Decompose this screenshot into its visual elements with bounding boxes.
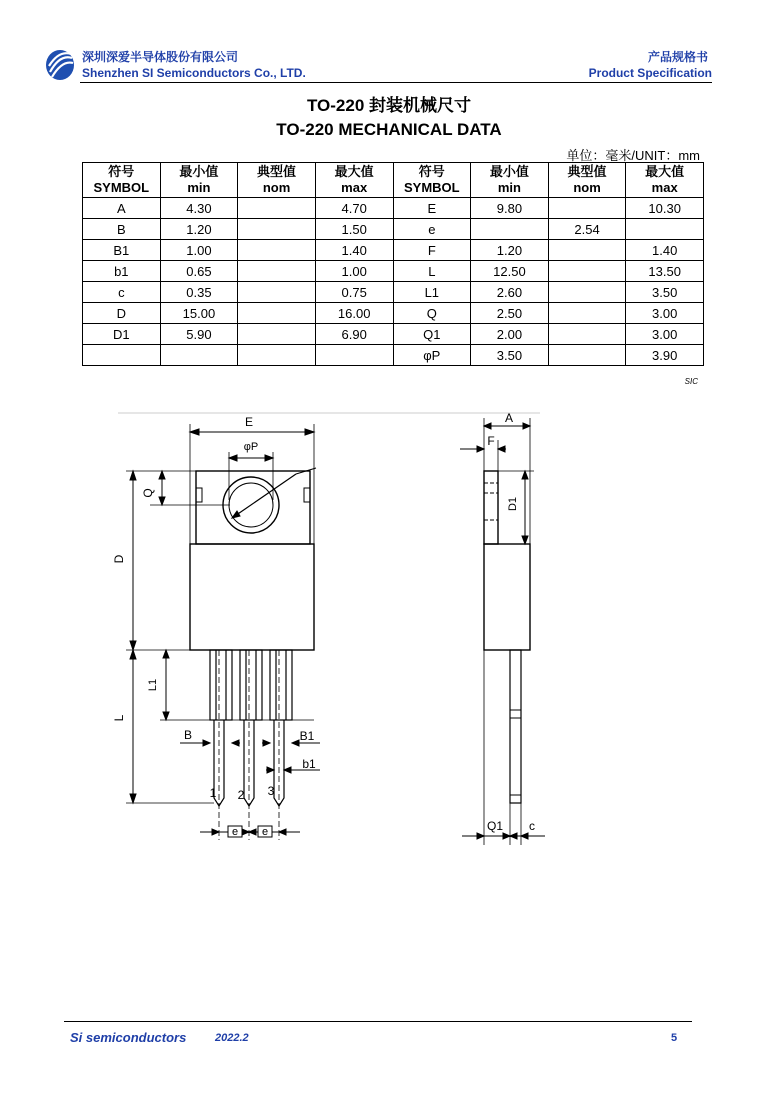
footer-page-number: 5	[671, 1032, 678, 1044]
label-b1: b1	[302, 757, 316, 771]
table-cell	[548, 198, 626, 219]
table-cell	[471, 219, 549, 240]
table-cell: 5.90	[160, 324, 238, 345]
table-cell: 1.50	[315, 219, 393, 240]
side-lead	[510, 650, 521, 803]
label-c: c	[529, 819, 535, 833]
label-A: A	[504, 411, 514, 425]
table-cell: 10.30	[626, 198, 704, 219]
table-row	[83, 303, 704, 324]
header-rule	[80, 82, 712, 83]
table-cell	[238, 219, 316, 240]
label-e-2: e	[261, 826, 269, 838]
header-cell: 典型值 nom	[548, 163, 626, 198]
table-cell	[238, 261, 316, 282]
table-cell: 2.60	[471, 282, 549, 303]
table-cell	[238, 303, 316, 324]
label-L1: L1	[147, 678, 159, 692]
side-tab	[484, 471, 498, 544]
page-title-cn: TO-220 封装机械尺寸	[306, 96, 472, 115]
unit-label: 单位：毫米/UNIT：mm	[566, 148, 700, 163]
table-cell: 4.30	[160, 198, 238, 219]
label-D: D	[112, 554, 126, 564]
table-cell	[238, 324, 316, 345]
label-pin1: 1	[209, 786, 217, 800]
table-cell: φP	[393, 345, 471, 366]
leads	[210, 650, 292, 806]
table-cell	[626, 219, 704, 240]
label-phiP: φP	[243, 441, 259, 453]
footer-company: Si semiconductors	[70, 1030, 187, 1045]
table-row	[83, 198, 704, 219]
table-cell	[238, 345, 316, 366]
label-F: F	[487, 434, 495, 448]
label-e-1: e	[231, 826, 239, 838]
side-body	[484, 544, 530, 650]
label-Q: Q	[141, 488, 155, 498]
table-cell: 1.40	[315, 240, 393, 261]
table-cell: L	[393, 261, 471, 282]
label-pin2: 2	[237, 788, 245, 802]
table-row	[83, 345, 704, 366]
table-cell: A	[83, 198, 161, 219]
table-cell: 6.90	[315, 324, 393, 345]
header-cell: 典型值 nom	[238, 163, 316, 198]
table-cell: 3.50	[626, 282, 704, 303]
table-row	[83, 282, 704, 303]
mechanical-drawing	[0, 400, 778, 860]
table-cell: 1.20	[471, 240, 549, 261]
doc-type-cn: 产品规格书	[647, 50, 708, 64]
table-row	[83, 261, 704, 282]
header-cell: 最大值 max	[626, 163, 704, 198]
header-cell: 符号 SYMBOL	[393, 163, 471, 198]
table-cell: Q	[393, 303, 471, 324]
table-cell: 0.65	[160, 261, 238, 282]
table-cell: 1.40	[626, 240, 704, 261]
table-cell: 9.80	[471, 198, 549, 219]
table-cell: B	[83, 219, 161, 240]
table-cell: 0.75	[315, 282, 393, 303]
label-L: L	[112, 714, 126, 722]
table-cell: F	[393, 240, 471, 261]
table-cell: 1.00	[160, 240, 238, 261]
table-cell	[83, 345, 161, 366]
dimension-table	[82, 162, 704, 366]
doc-type-en: Product Specification	[588, 66, 712, 80]
table-row	[83, 219, 704, 240]
table-cell	[548, 282, 626, 303]
label-E: E	[244, 415, 254, 429]
table-cell: b1	[83, 261, 161, 282]
table-cell: 3.50	[471, 345, 549, 366]
table-cell	[548, 345, 626, 366]
label-B: B	[183, 728, 193, 742]
table-cell	[238, 240, 316, 261]
header-cell: 最小值 min	[471, 163, 549, 198]
table-cell: D	[83, 303, 161, 324]
table-row	[83, 240, 704, 261]
table-cell	[548, 261, 626, 282]
table-cell: L1	[393, 282, 471, 303]
table-cell: c	[83, 282, 161, 303]
table-cell: D1	[83, 324, 161, 345]
table-cell	[238, 282, 316, 303]
table-cell: 3.90	[626, 345, 704, 366]
header-cell: 最大值 max	[315, 163, 393, 198]
table-cell	[315, 345, 393, 366]
table-cell: 2.54	[548, 219, 626, 240]
table-cell	[160, 345, 238, 366]
table-cell: e	[393, 219, 471, 240]
table-cell: 4.70	[315, 198, 393, 219]
company-name-en: Shenzhen SI Semiconductors Co., LTD.	[82, 66, 306, 80]
label-D1: D1	[507, 496, 519, 512]
table-cell	[548, 324, 626, 345]
table-header-row	[83, 163, 704, 198]
header-cell: 符号 SYMBOL	[83, 163, 161, 198]
package-body	[190, 544, 314, 650]
header-cell: 最小值 min	[160, 163, 238, 198]
table-cell: 16.00	[315, 303, 393, 324]
page-title-en: TO-220 MECHANICAL DATA	[276, 120, 502, 139]
label-Q1: Q1	[486, 819, 504, 833]
table-cell: 13.50	[626, 261, 704, 282]
table-cell: E	[393, 198, 471, 219]
footer-rule	[64, 1021, 692, 1022]
table-row	[83, 324, 704, 345]
company-logo	[44, 46, 76, 82]
table-cell: B1	[83, 240, 161, 261]
table-cell: 15.00	[160, 303, 238, 324]
footer-date: 2022.2	[215, 1032, 249, 1044]
table-cell	[238, 198, 316, 219]
table-cell: Q1	[393, 324, 471, 345]
table-cell	[548, 240, 626, 261]
table-cell: 1.00	[315, 261, 393, 282]
table-cell: 2.00	[471, 324, 549, 345]
table-cell: 0.35	[160, 282, 238, 303]
label-B1: B1	[299, 729, 315, 743]
company-name-cn: 深圳深爱半导体股份有限公司	[82, 50, 239, 64]
label-pin3: 3	[267, 784, 275, 798]
table-cell: 2.50	[471, 303, 549, 324]
table-cell: 3.00	[626, 324, 704, 345]
table-cell	[548, 303, 626, 324]
table-cell: 3.00	[626, 303, 704, 324]
table-cell: 12.50	[471, 261, 549, 282]
table-cell: 1.20	[160, 219, 238, 240]
table-note: SIC	[684, 377, 698, 386]
